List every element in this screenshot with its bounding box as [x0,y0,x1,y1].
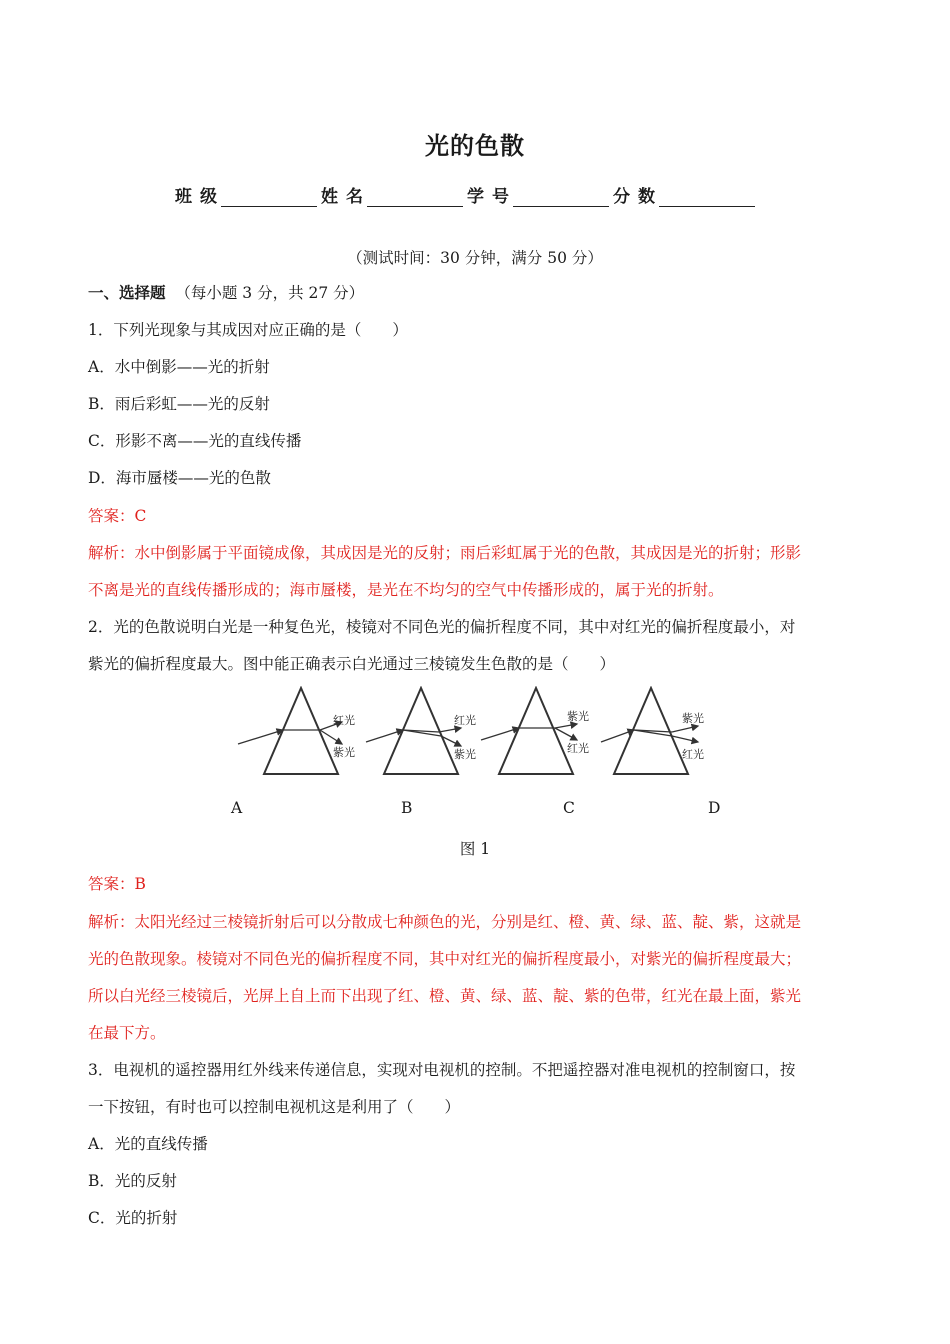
incident-ray [238,730,283,744]
upper-ray [439,728,461,732]
q2-analysis-line: 解析：太阳光经过三棱镜折射后可以分散成七种颜色的光，分别是红、橙、黄、绿、蓝、靛、紫，这就是 [88,913,802,931]
student-id-blank[interactable] [513,188,609,207]
upper-ray-label: 紫光 [682,712,704,725]
q3-option-c: C．光的折射 [88,1209,178,1227]
score-label: 分数 [613,187,663,207]
incident-ray [481,728,519,740]
q2-analysis-line: 光的色散现象。棱镜对不同色光的偏折程度不同，其中对红光的偏折程度最小，对紫光的偏折程度最大； [88,950,802,968]
upper-ray [555,724,577,728]
student-info-fields [175,182,759,207]
q2-stem-line: 紫光的偏折程度最大。图中能正确表示白光通过三棱镜发生色散的是（ ） [88,655,616,673]
score-blank[interactable] [659,188,755,207]
class-blank[interactable] [221,188,317,207]
q2-analysis-line: 所以白光经三棱镜后，光屏上自上而下出现了红、橙、黄、绿、蓝、靛、紫的色带，红光在最上面，紫光 [88,987,802,1005]
figure-letter-b: B [401,799,413,817]
figure-caption: 图 1 [459,840,491,858]
lower-ray [672,736,698,742]
q1-option-c: C．形影不离——光的直线传播 [88,432,302,450]
q3-option-a: A．光的直线传播 [88,1135,208,1153]
prism-panel-a [238,688,355,774]
upper-ray-label: 紫光 [567,710,589,723]
figure-letter-a: A [231,799,243,817]
q1-option-b: B．雨后彩虹——光的反射 [88,395,270,413]
name-label: 姓名 [321,187,371,207]
q2-stem-line: 2．光的色散说明白光是一种复色光，棱镜对不同色光的偏折程度不同，其中对红光的偏折程度最小，对 [88,618,796,636]
q1-analysis-line: 不离是光的直线传播形成的；海市蜃楼，是光在不均匀的空气中传播形成的，属于光的折射。 [88,581,724,599]
section-title: 一、选择题 [88,283,166,302]
incident-ray [366,730,403,742]
test-info: （测试时间：30 分钟，满分 50 分） [347,249,603,267]
q1-option-a: A．水中倒影——光的折射 [88,358,270,376]
prism-dispersion-figure [236,686,726,781]
prism-panel-d [601,688,704,774]
upper-ray-label: 红光 [454,714,476,727]
lower-ray-label: 红光 [682,748,704,761]
lower-ray-label: 红光 [567,742,589,755]
upper-ray-label: 红光 [333,714,355,727]
section-heading [88,283,364,303]
prism-panel-b [366,688,476,774]
student-id-label: 学号 [467,187,517,207]
page-title: 光的色散 [425,131,525,160]
q1-answer: 答案：C [88,507,147,525]
q2-analysis-line: 在最下方。 [88,1024,166,1042]
name-blank[interactable] [367,188,463,207]
q3-option-b: B．光的反射 [88,1172,177,1190]
prism-icon [264,688,338,774]
class-label: 班级 [175,187,225,207]
lower-ray-label: 紫光 [454,748,476,761]
q3-stem-line: 3．电视机的遥控器用红外线来传递信息，实现对电视机的控制。不把遥控器对准电视机的控制窗口，按 [88,1061,796,1079]
q2-answer: 答案：B [88,875,146,893]
prism-panel-c [481,688,589,774]
section-note: （每小题 3 分，共 27 分） [175,284,365,302]
q1-stem: 1．下列光现象与其成因对应正确的是（ ） [88,321,408,339]
upper-ray [672,726,698,732]
q3-stem-line: 一下按钮，有时也可以控制电视机这是利用了（ ） [88,1098,461,1116]
figure-letter-c: C [563,799,575,817]
figure-letter-d: D [708,799,721,817]
lower-ray-label: 紫光 [333,746,355,759]
q1-option-d: D．海市蜃楼——光的色散 [88,469,271,487]
q1-analysis-line: 解析：水中倒影属于平面镜成像，其成因是光的反射；雨后彩虹属于光的色散，其成因是光的折射；形影 [88,544,802,562]
